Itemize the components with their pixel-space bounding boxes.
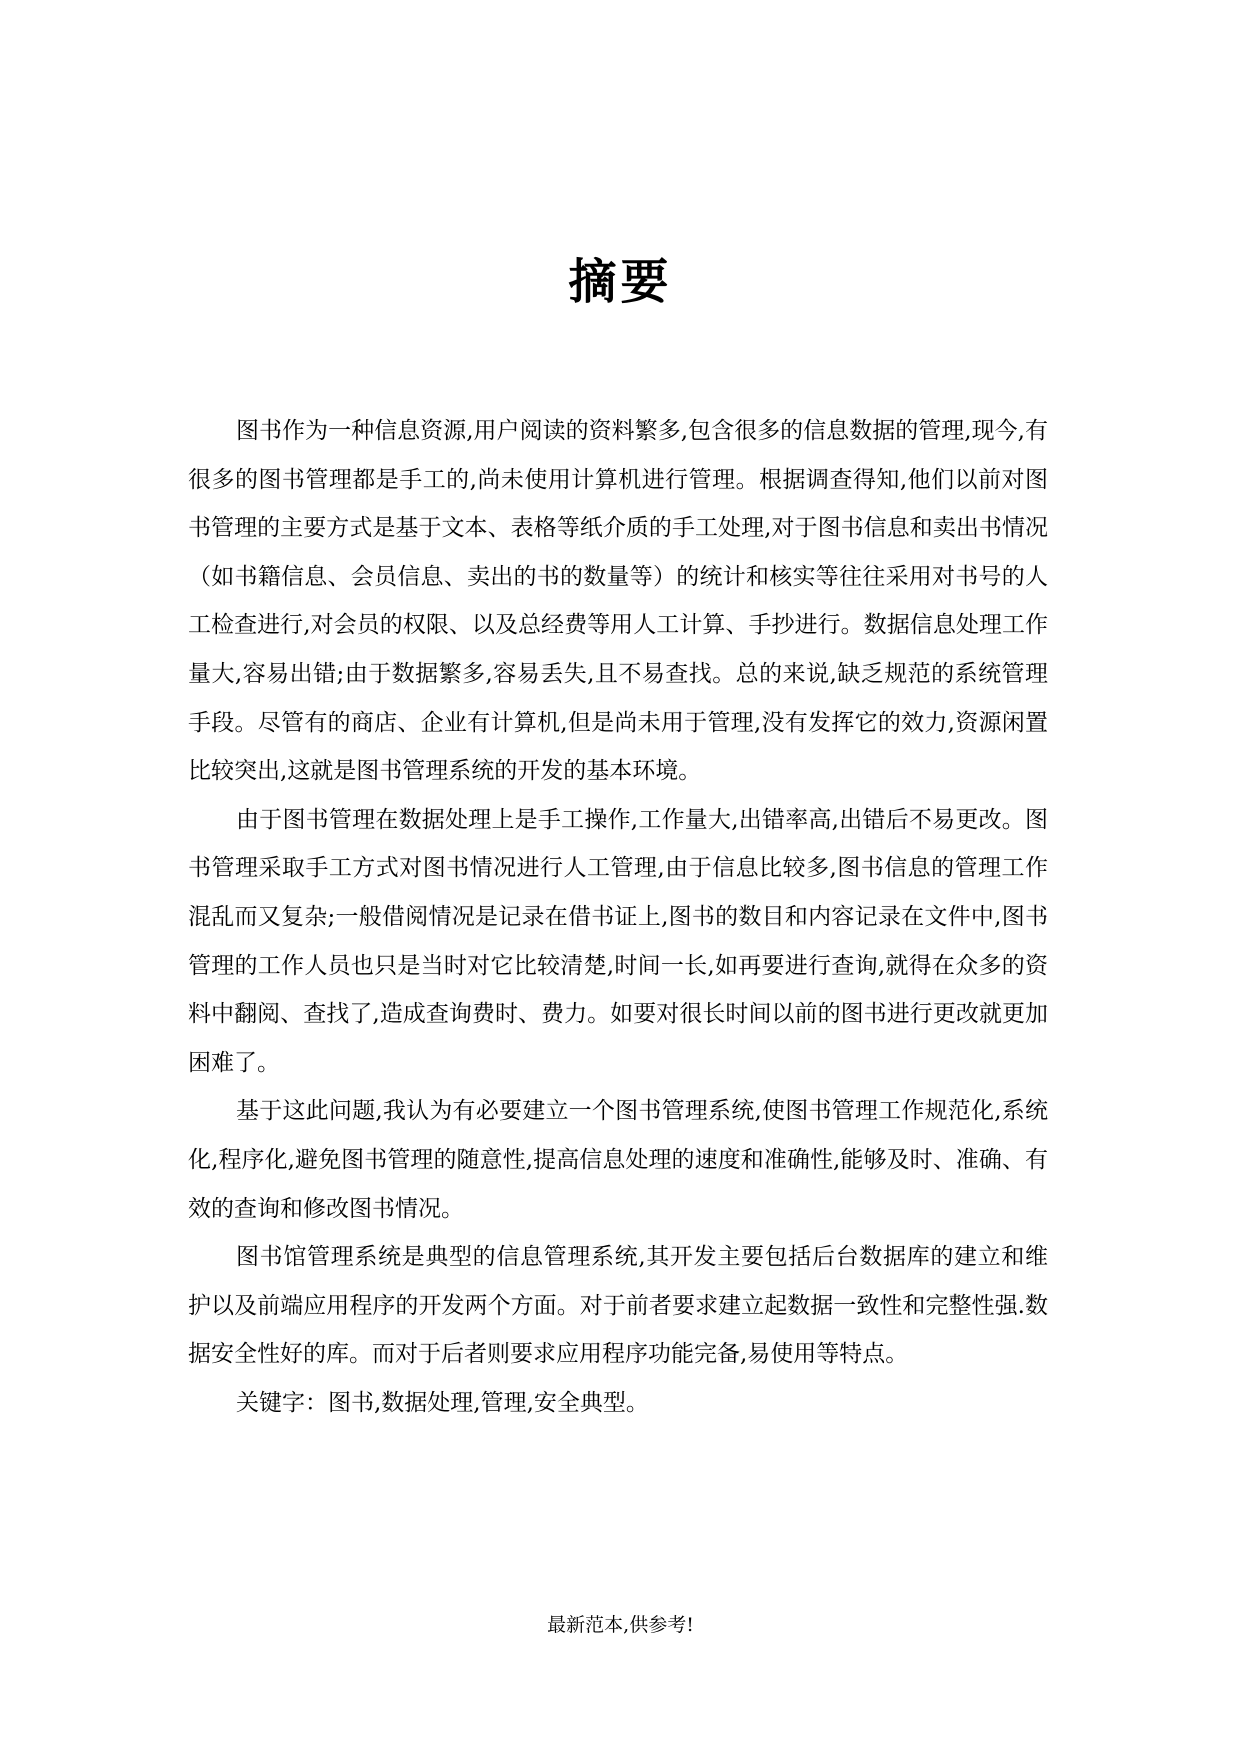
abstract-paragraph-2: 由于图书管理在数据处理上是手工操作,工作量大,出错率高,出错后不易更改。图书管理采取手工方式对图书情况进行人工管理,由于信息比较多,图书信息的管理工作混乱而又复杂;一般借阅情况是记录在借书证上,图书的数目和内容记录在文件中,图书管理的工作人员也只是当时对它比较清楚,时间一长,如再要进行查询,就得在众多的资料中翻阅、查找了,造成查询费时、费力。如要对很长时间以前的图书进行更改就更加困难了。 [188, 806, 1048, 1076]
abstract-body [188, 407, 1048, 1427]
abstract-paragraph-4: 图书馆管理系统是典型的信息管理系统,其开发主要包括后台数据库的建立和维护以及前端应用程序的开发两个方面。对于前者要求建立起数据一致性和完整性强.数据安全性好的库。而对于后者则要求应用程序功能完备,易使用等特点。 [188, 1244, 1048, 1368]
abstract-paragraph-3: 基于这此问题,我认为有必要建立一个图书管理系统,使图书管理工作规范化,系统化,程序化,避免图书管理的随意性,提高信息处理的速度和准确性,能够及时、准确、有效的查询和修改图书情况。 [188, 1098, 1048, 1222]
keywords-line: 关键字：图书,数据处理,管理,安全典型。 [236, 1389, 649, 1416]
abstract-paragraph-1: 图书作为一种信息资源,用户阅读的资料繁多,包含很多的信息数据的管理,现今,有很多的图书管理都是手工的,尚未使用计算机进行管理。根据调查得知,他们以前对图书管理的主要方式是基于文本、表格等纸介质的手工处理,对于图书信息和卖出书情况（如书籍信息、会员信息、卖出的书的数量等）的统计和核实等往往采用对书号的人工检查进行,对会员的权限、以及总经费等用人工计算、手抄进行。数据信息处理工作量大,容易出错;由于数据繁多,容易丢失,且不易查找。总的来说,缺乏规范的系统管理手段。尽管有的商店、企业有计算机,但是尚未用于管理,没有发挥它的效力,资源闲置比较突出,这就是图书管理系统的开发的基本环境。 [188, 418, 1048, 785]
footer-note: 最新范本,供参考! [547, 1614, 694, 1636]
page-title: 摘要 [568, 254, 673, 310]
